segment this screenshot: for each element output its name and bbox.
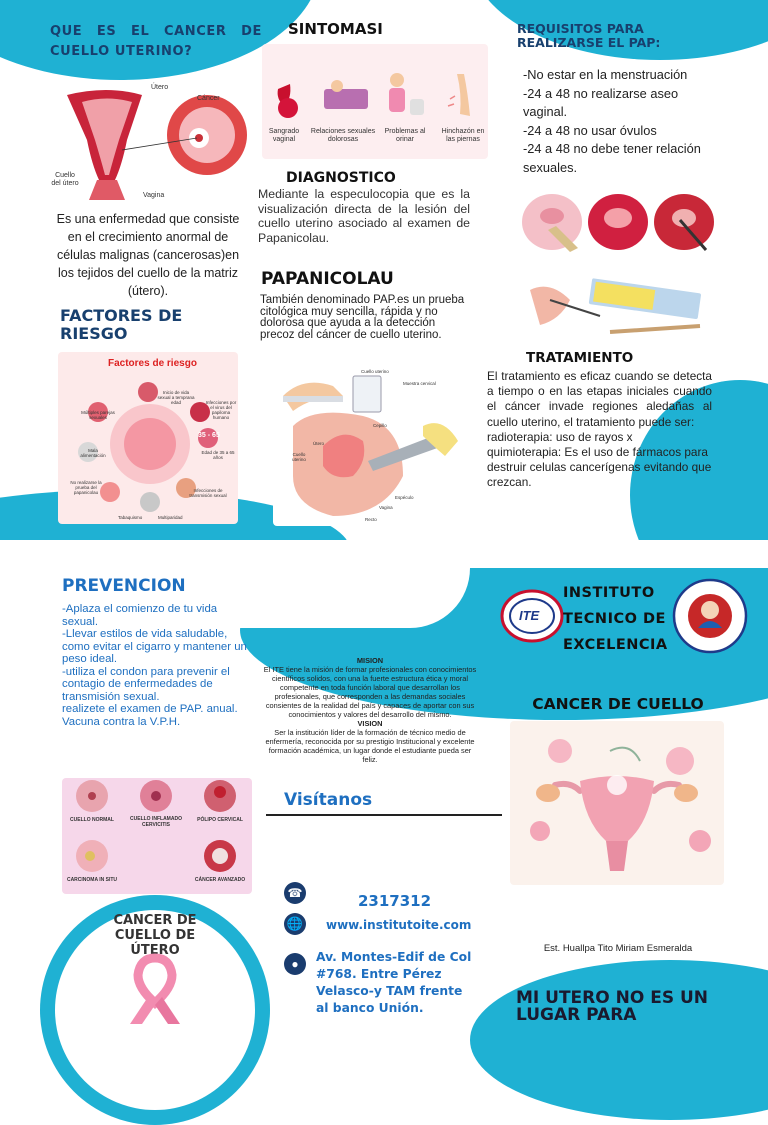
diag-cepillo: Cepillo	[373, 423, 387, 428]
prevencion-item: realizete el examen de PAP. anual.	[62, 703, 238, 715]
requisitos-title: REQUISITOS PARA REALIZARSE EL PAP:	[517, 21, 661, 50]
symptom-4: Hinchazón en las piernas	[441, 128, 485, 143]
factores-title: FACTORES DE RIESGO	[60, 306, 183, 343]
address-text: Av. Montes-Edif de Col #768. Entre Pérez Velasco-y TAM frente al banco Unión.	[316, 950, 472, 1015]
cancer-definition-text: Es una enfermedad que consiste en el crecimiento anormal de células malignas (cancerosas)en los tejidos del cuello de la matriz (útero).	[56, 212, 240, 298]
pap-smear-diagram	[273, 366, 463, 526]
location-pin-icon: ●	[284, 953, 306, 975]
requisito-item: -24 a 48 no debe tener relación sexuales.	[523, 141, 701, 175]
rf-label-2: Múltiples parejas sexuales	[81, 410, 115, 420]
label-utero: Útero	[151, 84, 169, 91]
cervix-label-3: PÓLIPO CERVICAL	[197, 817, 243, 823]
symptom-3: Problemas al orinar	[384, 128, 426, 143]
diag-cuello2: Cuello uterino	[292, 452, 306, 462]
phone-icon: ☎	[284, 882, 306, 904]
ribbon-graphic	[80, 905, 230, 1024]
sintomas-title: SINTOMASI	[288, 20, 383, 38]
diag-especulo: Espéculo	[395, 495, 414, 500]
rf-label-6: Edad de 35 a 65 años	[201, 450, 235, 460]
rf-age-badge: 35 - 65	[198, 432, 220, 439]
vision-title: VISION	[357, 719, 383, 728]
ribbon-title: CANCER DE CUELLO DE ÚTERO	[113, 913, 197, 958]
prevencion-item: Vacuna contra la V.P.H.	[62, 715, 181, 728]
mision-vision-block	[262, 656, 478, 764]
cervix-label-2: CUELLO INFLAMADO CERVICITIS	[130, 816, 182, 828]
symptom-2: Relaciones sexuales dolorosas	[310, 128, 376, 143]
mision-text: El ITE tiene la misión de formar profesionales con conocimientos científicos solidos, con una la fuerte estructura ética y moral competente en toda función laboral que desarrollan los profesionales, que corresponden a las demandas sociales consientes de la realidad del país y capaces de aportar con sus conocimientos y valores del desarrollo del mismo.	[263, 665, 477, 719]
diag-muestra: Muestra cervical	[403, 381, 436, 386]
health-center-seal	[672, 578, 748, 654]
risk-factors-infographic	[58, 352, 238, 524]
author-name: Est. Huallpa Tito Miriam Esmeralda	[543, 943, 693, 954]
visitanos-title: Visítanos	[284, 790, 373, 810]
mision-title: MISION	[356, 656, 384, 665]
rf-label-10: Multiparidad	[158, 515, 183, 520]
diag-vagina: Vagina	[379, 505, 393, 510]
website-link[interactable]: www.institutoite.com	[326, 918, 472, 932]
ite-logo-text: ITE	[519, 608, 540, 623]
visitanos-divider	[266, 814, 502, 816]
prevencion-item: -Llevar estilos de vida saludable, como evitar el cigarro y mantener un peso ideal.	[62, 628, 247, 665]
rf-label-4: Mala alimentación	[80, 448, 106, 458]
tratamiento-item: quimioterapia: Es el uso de fármacos para destruir celulas cancerígenas evitando que crezcan.	[487, 445, 712, 490]
symptom-1: Sangrado vaginal	[268, 128, 300, 143]
slogan: MI UTERO NO ES UN LUGAR PARA	[516, 988, 709, 1025]
uterus-flowers-illustration	[510, 721, 724, 885]
globe-icon: 🌐	[284, 913, 306, 935]
diagnostico-title: DIAGNOSTICO	[286, 170, 396, 186]
cervix-conditions-chart	[62, 778, 252, 894]
requisito-item: -No estar en la menstruación	[523, 67, 688, 82]
vision-text: Ser la institución líder de la formación de técnico medio de enfermería, reconocida por su prestigio Institucional y excelente formación académica, un lugar donde el estudiante pueda ser feliz.	[265, 728, 475, 764]
institute-name: INSTITUTO TECNICO DE EXCELENCIA	[563, 585, 668, 653]
pap-kit-image	[520, 270, 716, 346]
prevencion-title: PREVENCION	[62, 576, 186, 596]
tratamiento-title: TRATAMIENTO	[526, 350, 634, 366]
diag-cuello: Cuello uterino	[361, 369, 389, 374]
cervix-label-1: CUELLO NORMAL	[70, 817, 114, 823]
brochure-subtitle: CANCER DE CUELLO	[532, 695, 704, 713]
cervix-label-5: CÁNCER AVANZADO	[194, 877, 246, 883]
cervix-label-4: CARCINOMA IN SITU	[66, 877, 118, 883]
phone-number[interactable]: 2317312	[358, 892, 432, 910]
rf-label-3: Infecciones por el virus del papiloma humano	[205, 400, 237, 420]
diagnostico-text: Mediante la especulocopia que es la visualización directa de la lesión del cuello uterino asociado al examen de Papanicolau.	[258, 187, 470, 245]
tratamiento-text	[487, 369, 712, 491]
ite-logo	[499, 588, 565, 644]
rf-label-8: Infecciones de transmisión sexual	[189, 488, 227, 498]
risk-factors-img-title: Factores de riesgo	[108, 358, 197, 369]
requisito-item: -24 a 48 no realizarse aseo vaginal.	[523, 85, 679, 119]
label-cancer: Cáncer	[197, 95, 220, 102]
rf-label-1: Inicio de vida sexual a temprana edad	[157, 390, 195, 405]
prevencion-item: -utiliza el condon para prevenir el contagio de enfermedades de transmisión sexual.	[62, 665, 230, 703]
diag-recto: Recto	[365, 517, 377, 522]
symptoms-strip	[262, 44, 488, 159]
requisitos-list	[523, 66, 713, 177]
rf-label-9: Tabaquismo	[118, 515, 143, 520]
prevencion-item: -Aplaza el comienzo de tu vida sexual.	[62, 603, 218, 628]
tratamiento-body: El tratamiento es eficaz cuando se detecta a tiempo o en las etapas iniciales cuando el cáncer invade regiones aledañas al cuello uterino, el tratamiento puede ser:	[487, 369, 712, 429]
requisito-item: -24 a 48 no usar óvulos	[523, 122, 657, 138]
tratamiento-item: radioterapia: uso de rayos x	[487, 429, 633, 444]
papanicolau-text: También denominado PAP.es un prueba citológica muy sencilla, rápida y no dolorosa que ayuda a la detección precoz del cáncer de cuello uterino.	[260, 294, 465, 341]
cancer-definition-title: QUE ES EL CANCER DE CUELLO UTERINO?	[50, 24, 262, 59]
white-cover	[0, 540, 768, 568]
uterus-diagram	[47, 80, 247, 200]
prevencion-list	[62, 603, 252, 728]
diag-utero: Útero	[313, 441, 325, 446]
label-vagina: Vagina	[143, 192, 165, 199]
blue-blob-bottom-right	[470, 960, 768, 1120]
papanicolau-title: PAPANICOLAU	[261, 269, 394, 289]
label-cuello: Cuello del útero	[51, 172, 79, 187]
cervix-swab-images	[520, 190, 716, 254]
rf-label-7: No realizarse la prueba del papanicolau	[70, 480, 102, 495]
